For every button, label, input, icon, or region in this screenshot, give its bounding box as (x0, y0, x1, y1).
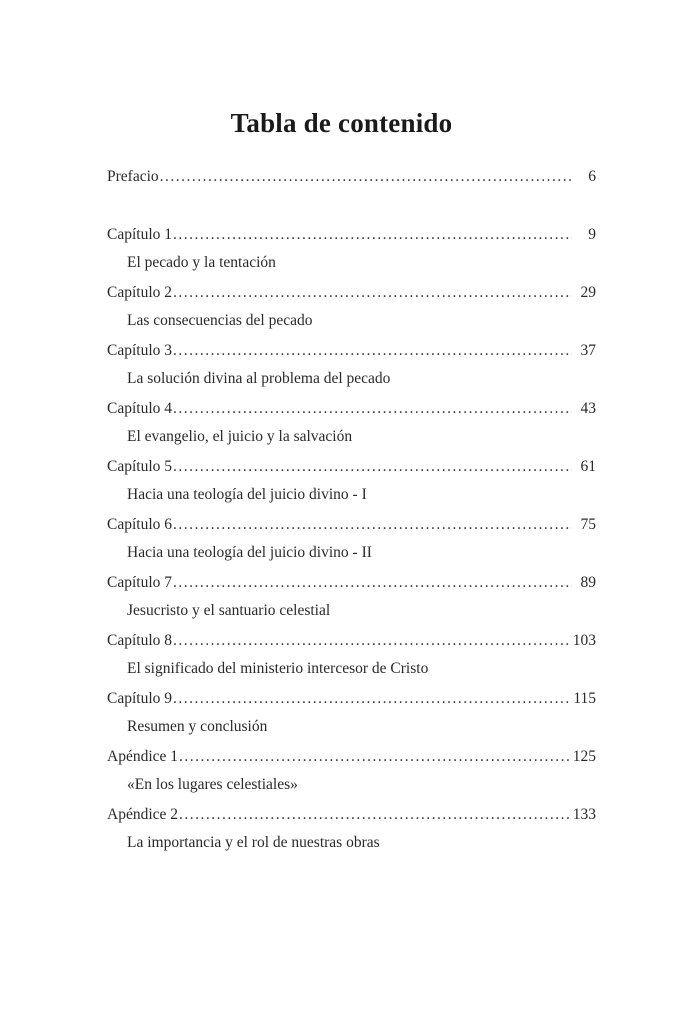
toc-entry-subtitle: Hacia una teología del juicio divino - II (127, 544, 372, 561)
toc-entry-label: Capítulo 3 (107, 342, 173, 359)
toc-entry-page: 6 (588, 168, 596, 185)
toc-entry-subtitle: El pecado y la tentación (127, 254, 276, 271)
spacer (107, 192, 596, 226)
toc-entry-page: 29 (580, 284, 596, 301)
toc-entry-label: Capítulo 6 (107, 516, 173, 533)
toc-entry-label: Apéndice 1 (107, 748, 179, 765)
toc-entry-label: Capítulo 5 (107, 458, 173, 475)
toc-entry-prefacio[interactable] (107, 168, 596, 192)
toc-entry[interactable] (107, 458, 596, 482)
toc-chapter-block (107, 226, 596, 276)
toc-entry-label: Capítulo 4 (107, 400, 173, 417)
toc-chapter-block (107, 632, 596, 682)
toc-entry-subtitle: Resumen y conclusión (127, 718, 268, 735)
toc-entry[interactable] (107, 632, 596, 656)
toc-entry-page: 43 (580, 400, 596, 417)
toc-chapter-block (107, 284, 596, 334)
toc-entry-page: 9 (588, 226, 596, 243)
toc-entry-subtitle: Las consecuencias del pecado (127, 312, 313, 329)
toc-entry-label: Capítulo 8 (107, 632, 173, 649)
toc-entry-page: 75 (580, 516, 596, 533)
toc-chapter-block (107, 690, 596, 740)
toc-entry-page: 133 (572, 806, 596, 823)
dot-leader (179, 748, 569, 766)
toc-entry-subtitle: El significado del ministerio intercesor de Cristo (127, 660, 429, 677)
dot-leader (173, 690, 569, 708)
toc-entry-page: 125 (572, 748, 596, 765)
dot-leader (160, 168, 572, 186)
toc-entry-subtitle: Hacia una teología del juicio divino - I (127, 486, 367, 503)
toc-chapter-block (107, 400, 596, 450)
toc-chapter-block (107, 748, 596, 798)
toc-chapter-block (107, 806, 596, 856)
dot-leader (179, 806, 569, 824)
toc-entry-label: Prefacio (107, 168, 159, 185)
toc-entry[interactable] (107, 516, 596, 540)
dot-leader (173, 458, 572, 476)
dot-leader (173, 400, 572, 418)
toc-entry[interactable] (107, 806, 596, 830)
toc-entry[interactable] (107, 748, 596, 772)
toc-entry-label: Capítulo 9 (107, 690, 173, 707)
dot-leader (173, 574, 572, 592)
toc-entry-subtitle: «En los lugares celestiales» (127, 776, 298, 793)
toc-entry[interactable] (107, 574, 596, 598)
toc-entry[interactable] (107, 342, 596, 366)
toc-entry[interactable] (107, 284, 596, 308)
toc-entry[interactable] (107, 400, 596, 424)
toc-entry-subtitle: El evangelio, el juicio y la salvación (127, 428, 353, 445)
toc-entry-page: 89 (580, 574, 596, 591)
toc-entry-subtitle: La solución divina al problema del pecado (127, 370, 391, 387)
toc-chapter-block (107, 574, 596, 624)
toc-entry-label: Capítulo 2 (107, 284, 173, 301)
toc-chapter-block (107, 516, 596, 566)
dot-leader (173, 342, 572, 360)
toc-entry-page: 103 (572, 632, 596, 649)
toc-chapter-block (107, 342, 596, 392)
table-of-contents (107, 168, 596, 864)
toc-entry-page: 115 (573, 690, 596, 707)
toc-chapter-block (107, 458, 596, 508)
toc-entry-subtitle: La importancia y el rol de nuestras obras (127, 834, 380, 851)
toc-entry-page: 37 (580, 342, 596, 359)
page-title: Tabla de contenido (230, 108, 453, 138)
toc-entry-label: Apéndice 2 (107, 806, 179, 823)
toc-entry-subtitle: Jesucristo y el santuario celestial (127, 602, 331, 619)
dot-leader (173, 632, 569, 650)
toc-entry-label: Capítulo 7 (107, 574, 173, 591)
toc-entry-label: Capítulo 1 (107, 226, 173, 243)
dot-leader (173, 516, 572, 534)
dot-leader (173, 226, 572, 244)
toc-entry[interactable] (107, 226, 596, 250)
dot-leader (173, 284, 572, 302)
toc-entry[interactable] (107, 690, 596, 714)
chapter-list (107, 226, 596, 856)
toc-entry-page: 61 (580, 458, 596, 475)
